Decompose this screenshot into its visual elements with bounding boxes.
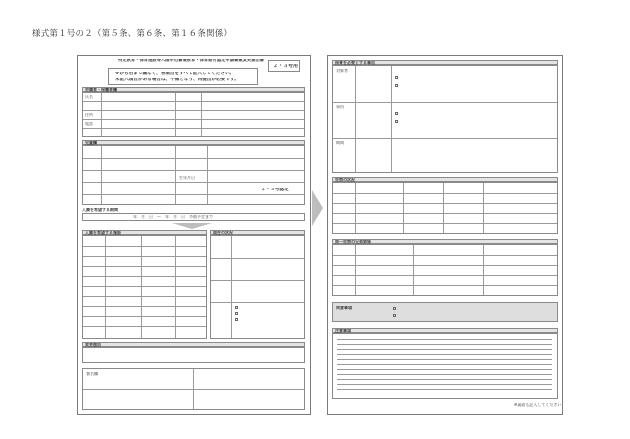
siblings-section-label: 同一世帯の兄弟姉妹	[335, 240, 371, 244]
entrance-period-box	[82, 213, 305, 221]
application-form-page-2	[327, 55, 563, 415]
consent-checkbox-1[interactable]	[393, 307, 396, 310]
siblings-table	[332, 244, 558, 296]
consent-label: 同意事項	[336, 306, 352, 310]
child-section-label: 児童欄	[85, 141, 97, 145]
consent-box	[332, 302, 558, 322]
reason-checkbox-3[interactable]	[395, 112, 398, 115]
signature-table	[82, 368, 305, 410]
notes-section-label: 注意事項	[335, 329, 351, 333]
phone-label: 電話	[85, 122, 93, 126]
entrance-period-label: 入園を希望する期間	[82, 208, 118, 212]
notice-box	[108, 68, 258, 85]
form-number-title: 様式第１号の２（第５条、第６条、第１６条関係）	[32, 29, 233, 39]
reason-checkbox-4[interactable]	[395, 120, 398, 123]
applicant-section-label: 申請者・保護者欄	[85, 88, 117, 92]
status-checkbox-2[interactable]	[235, 312, 238, 315]
change-reason-box	[82, 347, 305, 363]
notice-line-1: ※から右まで漏なく、各項目をすべて記入してください。	[115, 72, 235, 76]
notice-line-2: 未記入項目がある場合は、不備となり、再提出が必要です。	[115, 78, 239, 82]
reason-checkbox-1[interactable]	[395, 76, 398, 79]
reason-label: 事由	[336, 105, 344, 109]
change-section-label: 変更理由	[85, 343, 101, 347]
family-table	[332, 182, 558, 234]
guardian-section-label: 保育を必要とする事由	[335, 61, 375, 65]
family-section-label: 世帯の状況	[335, 178, 355, 182]
signature-label: 署名欄	[86, 372, 98, 376]
current-section-label: 現在の状況	[213, 231, 233, 235]
child-table	[82, 145, 305, 205]
version-box	[268, 60, 300, 72]
status-checkbox-3[interactable]	[235, 318, 238, 321]
entrance-period-text: 年 月 日 ～ 年 月 日 卒園予定まで	[133, 215, 213, 219]
address-label: 住所	[85, 113, 93, 117]
application-form-page-1	[77, 55, 311, 415]
name-label: 氏名	[85, 95, 93, 99]
applicant-table	[82, 92, 305, 137]
down-arrow-icon	[172, 223, 212, 229]
subject-label: 対象者	[336, 69, 348, 73]
reason-checkbox-2[interactable]	[395, 84, 398, 87]
facility-table	[82, 235, 207, 339]
consent-checkbox-2[interactable]	[393, 314, 396, 317]
footer-note: ※裏面も記入してください	[514, 403, 562, 407]
next-page-arrow-icon	[312, 190, 323, 226]
form-title: 特定教育・保育施設等入園申込書兼教育・保育給付認定申請書兼変更届出書	[118, 59, 265, 63]
period-label: 期間	[336, 141, 344, 145]
birth-label: 生年月日	[179, 176, 195, 180]
need-reason-table	[332, 65, 558, 173]
facility-section-label: 入園を希望する施設	[85, 231, 121, 235]
certification-label: ２・３号認定	[261, 188, 289, 192]
version-label: ２・３号用	[273, 64, 299, 69]
notes-text-block	[332, 333, 558, 399]
current-status-table	[210, 235, 305, 339]
status-checkbox-1[interactable]	[235, 306, 238, 309]
